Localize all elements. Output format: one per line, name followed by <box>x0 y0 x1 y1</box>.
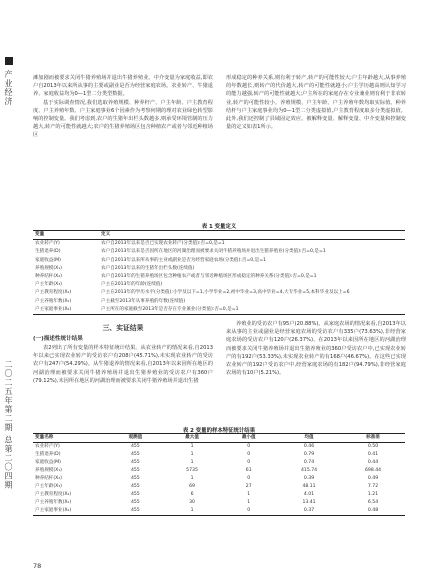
table2-caption: 表 2 变量的样本特征统计结果 <box>182 428 256 434</box>
paragraph: 养殖业的受访农户有95户(20.88%)。从家庭农场的情况来看,自2013年以来从事的主业或副业是经营家庭农场的受访农户有335户(73.63%),非经营家庭农场的受访农户有120户(26.37%)。在2013年以来因所在地区的河湖治理而被要求关闭牛猪养殖场并退出生猪养殖业的360户受访农户中,已实现农业转产的有192户(53.33%),未实现农业转产的有168户(46.67%)。在这些已实现农业转产的192户受访农户中,经营家庭农场的有182户(94.79%),非经营家庭农场的有10户(5.21%)。 <box>226 321 406 377</box>
table-cell: 户主家庭事业(X₆) <box>33 507 107 516</box>
table-cell: 0.44 <box>367 460 379 465</box>
table-cell: 养殖规模(X₁) <box>35 468 62 473</box>
table-row <box>33 257 405 265</box>
table-row <box>33 298 405 306</box>
table-cell: 455 <box>130 492 140 497</box>
issue-label: 二〇二五年第二期 总第二〇四期 <box>4 360 13 490</box>
table-cell: 0 <box>247 452 251 457</box>
table-row <box>33 273 405 281</box>
table-header-cell: 定义 <box>99 231 405 240</box>
table-cell: 0 <box>247 444 251 449</box>
upper-left-column <box>33 74 213 140</box>
paragraph: 表2列出了所有变量的样本特征统计结果。从农业转产的情况来看,自2013年以来已实现农业转产的受访农户有208户(45.71%),未实现农业转产的受访农户有247户(54.29%)。从牛猪退养的情况来看,自2013年以来因所在地区的河湖治理而被要求关闭牛猪养殖场并退出生猪养殖业的受访农户有360户(79.12%),未因所在地区的河湖治理而被要求关闭牛猪养殖场并退出生猪 <box>33 345 213 384</box>
table-cell: 455 <box>107 507 164 516</box>
table-row <box>33 248 405 256</box>
table-cell: 455 <box>130 460 140 465</box>
table-header-row <box>33 434 405 443</box>
table-cell: 6 <box>190 492 194 497</box>
table-cell: 5735 <box>186 468 198 473</box>
table-header-cell: 均值 <box>277 434 341 443</box>
table-cell: 0.46 <box>303 444 315 449</box>
table-cell: 455 <box>130 484 140 489</box>
table-cell: 13.41 <box>302 500 316 505</box>
table-cell: 0.48 <box>341 507 405 516</box>
table-cell: 户主教育程度(X₄) <box>35 492 72 497</box>
table-cell: 户主年龄(X₃) <box>35 282 62 288</box>
table-cell: 户主所在的家庭截至2013年是否存在专业兼业(分类值):否=0,是=1 <box>99 306 405 315</box>
table-header-cell: 最小值 <box>220 434 277 443</box>
table-cell: 455 <box>130 468 140 473</box>
paragraph: 滩加剧而被要求关闭牛猪养殖场并退出牛猪养殖业。中介变量为家庭收益,即农户自2013年以来所从事的主要或副业是否为经营家庭农场。农业转产、牛猪退养、家庭收益均为0—1型二分类型数据。 <box>33 75 213 98</box>
table-cell: 0.37 <box>277 507 341 516</box>
table-cell: 农户自2013年以来的生猪年出栏头数(连续值) <box>101 265 195 271</box>
paragraph: 基于实际调查情况,我们选取养殖规模、种养杆产、户主年龄、户主教育程度、户主养殖年数、户主家庭事业6个因素作为考察何期的理对农业绿色转型影响的控制变量。我们考虑到,农户的生猪年出栏头数越多,则承受环境管制的压力越大,转产的可能性就越大;农户的生猪养殖场区包含种植农产或者与邻近种植场区 <box>33 99 213 139</box>
table-cell: 1 <box>190 460 194 465</box>
table-cell: 户主截至2013年从事养殖的年数(连续值) <box>101 298 186 304</box>
table-row <box>33 265 405 273</box>
table-cell: 1 <box>190 476 194 481</box>
table-cell: 0.39 <box>303 476 315 481</box>
table-cell: 30 <box>189 500 195 505</box>
table-row <box>33 451 405 459</box>
table-cell: 农户自2013年以来是否因所在地区的河湖治理而被要求关闭牛猪养殖场并退出生猪养殖业(分类值):否=0,是=1 <box>101 249 326 255</box>
table-row <box>33 443 405 452</box>
table-header-row <box>33 231 405 240</box>
table-cell: 1 <box>190 452 194 457</box>
table-cell: 农业转产(Y) <box>35 444 60 449</box>
table-cell: 1 <box>164 507 221 516</box>
table-cell: 户主年龄(X₃) <box>35 484 62 489</box>
table-header-cell: 观测值 <box>107 434 164 443</box>
table-header-cell: 变量 <box>33 231 99 240</box>
table-cell: 户主养殖年数(X₅) <box>35 500 72 505</box>
table-cell: 农户自2013年的生猪养殖场区包含种植农产或者与邻近种植场区形成稳定的种养关系(分类值):否=0,是=1 <box>101 274 317 280</box>
table-cell: 1 <box>190 444 194 449</box>
table-cell: 户主养殖年数(X₅) <box>35 298 72 304</box>
paragraph: 形成稳定的种养关系,则有利于转产,转产的可能性较大;户主年龄越大,从事养殖的年数越长,则转产的代价越大,转产的可能性就越小;户主学历越高则认知学习的能力越强,转产的可能性就越大;户主所在的家庭存在专业兼业则有利于非农转业,转产的可能性较小。养殖规模、户主年龄、户主养殖年数均取实际值。种养结杆与户主家庭事业均为0—1型二分类虚拟值,户主教育程度取多分类虚拟值。此外,我们还控制了县域固定效应。被解释变量、解释变量、中介变量和控制变量的定义如表1所示。 <box>226 75 406 131</box>
lower-left-column <box>33 320 213 385</box>
table-row <box>33 507 405 516</box>
table-cell: 455 <box>130 444 140 449</box>
table-header-cell: 最大值 <box>164 434 221 443</box>
table-row <box>33 499 405 507</box>
table-row <box>33 483 405 491</box>
table-row <box>33 240 405 249</box>
lower-right-column <box>226 320 406 377</box>
upper-right-column <box>226 74 406 131</box>
table-row <box>33 306 405 315</box>
table-cell: 生猪退养(D) <box>35 452 61 457</box>
section-title: 三、实证结果 <box>102 324 144 332</box>
table-cell: 家庭收益(M) <box>35 257 61 263</box>
table-row <box>33 281 405 289</box>
subsection-title: (一)描述性统计结果 <box>33 336 83 342</box>
table-header-cell: 标准差 <box>341 434 405 443</box>
page-number: 78 <box>33 562 42 570</box>
side-margin <box>0 0 22 583</box>
table-cell: 1.21 <box>367 492 379 497</box>
section-marker <box>5 57 13 65</box>
table-cell: 27 <box>245 484 252 489</box>
table-cell: 户主在2013年的年龄(连续值) <box>101 282 163 288</box>
table-header-cell: 变量名称 <box>33 434 107 443</box>
table-cell: 0.49 <box>367 476 379 481</box>
table-cell: 养殖规模(X₁) <box>35 265 62 271</box>
table-cell: 农户自2013年以来所从事的主业或副业是否为经营家庭农场(分类值):否=0,是=1 <box>101 257 267 263</box>
table-row <box>33 475 405 483</box>
table-cell: 61 <box>245 468 252 473</box>
table-cell: 1 <box>247 500 251 505</box>
table-cell: 69 <box>189 484 195 489</box>
table-row <box>33 289 405 297</box>
table-cell: 415.74 <box>301 468 318 473</box>
table-cell: 0.50 <box>367 444 379 449</box>
table-cell: 农业转产(Y) <box>35 241 60 247</box>
table-row <box>33 467 405 475</box>
journal-section-label: 产业经济 <box>4 70 13 106</box>
table-cell: 455 <box>130 500 140 505</box>
table-row <box>33 491 405 499</box>
table-cell: 生猪退养(D) <box>35 249 61 255</box>
table-cell: 户主教育程度(X₄) <box>35 290 72 296</box>
descriptive-statistics-table <box>33 433 405 516</box>
table-cell: 家庭收益(M) <box>35 460 61 465</box>
table-cell: 0 <box>247 460 251 465</box>
table-cell: 0 <box>247 476 251 481</box>
table-cell: 6.54 <box>367 500 379 505</box>
table-cell: 农户自2013年以来是否已实现农业转产(分类值):否=0,是=1 <box>101 241 225 247</box>
table-cell: 种养结杆(X₂) <box>35 476 62 481</box>
table-cell: 4.01 <box>303 492 315 497</box>
table-cell: 种养结杆(X₂) <box>35 274 62 280</box>
table-row <box>33 459 405 467</box>
table-cell: 0 <box>220 507 277 516</box>
variable-definition-table <box>33 230 405 315</box>
table-cell: 户主在2013年的学历水平(分类值):小学及以下=1,小学毕业=2,初中毕业=3,高中毕业=4,大专毕业=5,本科毕业及以上=6 <box>101 290 350 296</box>
table-cell: 0.79 <box>303 452 315 457</box>
table-cell: 户主家庭事业(X₆) <box>33 306 99 315</box>
table-cell: 455 <box>130 476 140 481</box>
table-cell: 0.41 <box>367 452 379 457</box>
table-cell: 1 <box>247 492 251 497</box>
table-cell: 698.44 <box>364 468 382 473</box>
table-cell: 7.72 <box>367 484 379 489</box>
table-cell: 455 <box>130 452 140 457</box>
table-cell: 48.11 <box>302 484 316 489</box>
table-cell: 0.74 <box>303 460 315 465</box>
table1-caption: 表 1 变量定义 <box>201 224 237 230</box>
